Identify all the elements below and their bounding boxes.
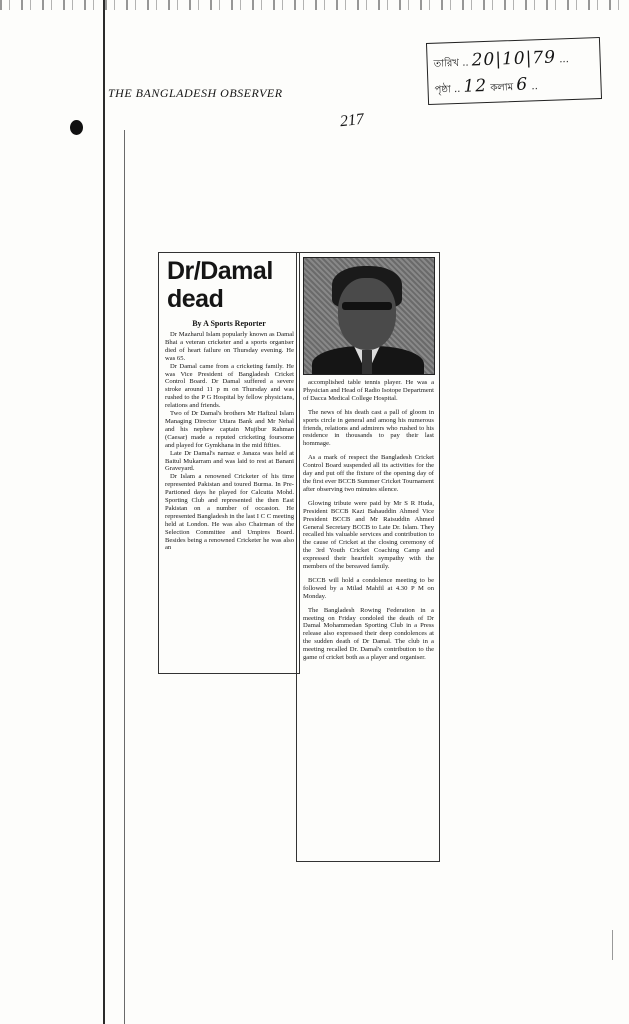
paragraph: BCCB will hold a condolence meeting to be followed by a Milad Mahfil at 4.30 P M on Monday. bbox=[303, 576, 434, 600]
clipping-left-column bbox=[158, 252, 300, 674]
stamp-page-value: 12 bbox=[463, 75, 488, 97]
stamp-date-value: 20|10|79 bbox=[471, 47, 557, 71]
paragraph: Late Dr Damal's namaz e Janaza was held at Baitul Mukarram and was laid to rest at Banani Graveyard. bbox=[165, 449, 294, 473]
paragraph: accomplished table tennis player. He was a Physician and Head of Radio Isotope Department of Dacca Medical College Hospital. bbox=[303, 379, 434, 402]
scan-top-edge bbox=[0, 0, 629, 10]
newspaper-masthead: THE BANGLADESH OBSERVER bbox=[108, 86, 283, 100]
paragraph: Dr Islam a renowned Cricketer of his time represented Pakistan and toured Burma. In Pre-Partioned days he played for Calcutta Mohd. Sporting Club and represented the then East Pakistan on a number of occasion. He represented Bangladesh in the last I C C meeting held at London. He was also Chairman of the Selection Committee and Umpires Board. Besides being a renowned Cricketer he was also an bbox=[165, 473, 294, 552]
stamp-page-label: পৃষ্ঠা bbox=[434, 84, 452, 96]
stamp-date-label: তারিখ bbox=[433, 57, 460, 70]
archive-date-stamp bbox=[426, 37, 602, 105]
left-column-body bbox=[159, 331, 299, 552]
portrait-photo bbox=[303, 257, 435, 375]
archive-number: 217 bbox=[339, 110, 365, 131]
scan-scratch bbox=[612, 930, 613, 960]
paragraph: Dr Mazharul Islam popularly known as Damal Bhai a veteran cricketer and a sports organiser died of heart failure on Thursday evening. He was 65. bbox=[165, 331, 294, 362]
paragraph: Two of Dr Damal's brothers Mr Hafizul Islam Managing Director Uttara Bank and Mr Nehal and his nephew captain Mujibur Rahman (Caesar) made a reputed cricketing foursome and played for Gymkhana in the mid fifties. bbox=[165, 410, 294, 449]
right-column-body bbox=[297, 375, 439, 662]
paragraph: Glowing tribute were paid by Mr S R Huda, President BCCB Kazi Bahauddin Ahmed Vice President BCCB and Mr Raisuddin Ahmed General Secretary BCCB to Late Dr. Islam. They recalled his valuable services and contribution to the cause of Cricket at the closing ceremony of the 3rd Youth Cricket Coaching Camp and expressed their heartfelt sympathy with the members of the bereaved family. bbox=[303, 499, 434, 571]
stamp-column-label: কলাম bbox=[490, 82, 514, 94]
punch-hole bbox=[70, 120, 83, 135]
headline-line-1: Dr/Damal bbox=[167, 257, 273, 285]
headline-line-2: dead bbox=[167, 285, 224, 313]
margin-line bbox=[124, 130, 125, 1024]
paragraph: Dr Damal came from a cricketing family. He was Vice President of Bangladesh Cricket Control Board. Dr Damal suffered a severe stroke around 11 p m on Thursday and was rushed to the P G Hospital by fellow physicians, relations and friends. bbox=[165, 362, 294, 410]
article-byline: By A Sports Reporter bbox=[192, 319, 266, 328]
paragraph: As a mark of respect the Bangladesh Cricket Control Board suspended all its activities for the day and put off the fixture of the opening day of the first ever BCCB Summer Cricket Tournament after observing two minutes silence. bbox=[303, 454, 434, 493]
stamp-page-row: পৃষ্ঠা .. 12 কলাম 6 .. bbox=[434, 74, 538, 97]
article-headline bbox=[167, 257, 293, 313]
stamp-date-row: তারিখ .. 20|10|79 ... bbox=[433, 47, 569, 71]
stamp-column-value: 6 bbox=[515, 74, 529, 95]
paragraph: The Bangladesh Rowing Federation in a meeting on Friday condoled the death of Dr Damal Mohammedan Sporting Club in a Press release also expressed their deep condolences at the sudden death of Dr Damal. The club in a meeting recalled Dr. Damal's contribution to the game of cricket both as a player and organiser. bbox=[303, 606, 434, 662]
clipping-right-column bbox=[296, 252, 440, 862]
paragraph: The news of his death cast a pall of gloom in sports circle in general and among his numerous friends, relations and admirers who rushed to his residence in thousands to pay their last hommage. bbox=[303, 408, 434, 448]
binding-edge-line bbox=[103, 0, 105, 1024]
